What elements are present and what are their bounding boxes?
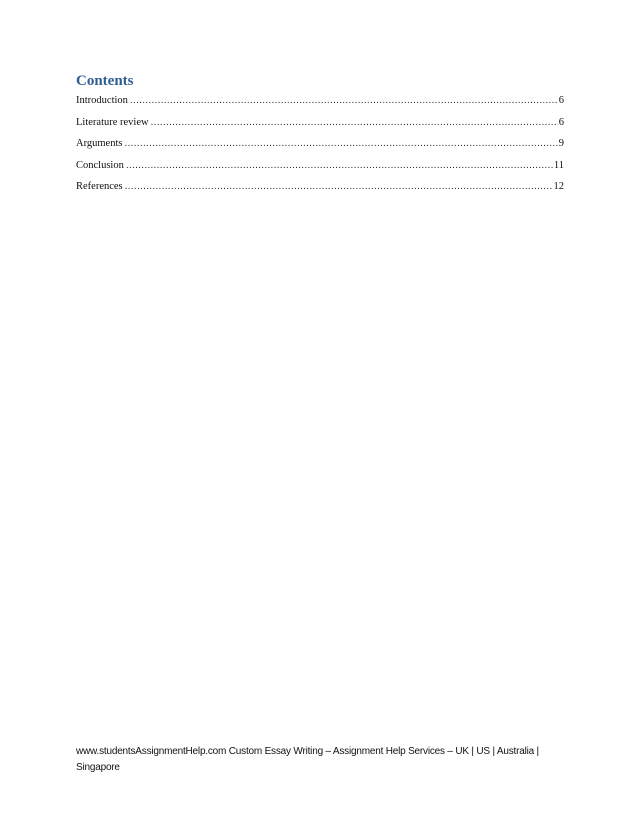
toc-dot-leader bbox=[151, 116, 558, 130]
toc-entry-title: Literature review bbox=[76, 116, 149, 128]
page-footer: www.studentsAssignmentHelp.com Custom Essay Writing – Assignment Help Services – UK | US | Australia | Singapore bbox=[76, 746, 539, 773]
toc-dot-leader bbox=[124, 137, 557, 151]
toc-entry-arguments[interactable] bbox=[76, 137, 564, 159]
toc-entry-page: 6 bbox=[558, 95, 564, 106]
toc-heading: Contents bbox=[76, 73, 134, 89]
toc-entry-conclusion[interactable] bbox=[76, 159, 564, 181]
toc-entry-page: 6 bbox=[558, 116, 564, 128]
toc-entry-introduction[interactable] bbox=[76, 94, 564, 116]
toc-dot-leader bbox=[130, 94, 558, 108]
toc-entry-references[interactable] bbox=[76, 180, 564, 202]
toc-entry-title: Arguments bbox=[76, 138, 123, 149]
toc-dot-leader bbox=[126, 159, 553, 173]
table-of-contents bbox=[76, 94, 564, 202]
toc-entry-title: References bbox=[76, 181, 123, 192]
toc-entry-literature-review[interactable] bbox=[76, 116, 564, 138]
toc-entry-page: 12 bbox=[553, 181, 564, 192]
toc-entry-title: Introduction bbox=[76, 95, 128, 106]
toc-entry-page: 11 bbox=[553, 159, 564, 171]
toc-entry-page: 9 bbox=[558, 138, 564, 149]
toc-dot-leader bbox=[125, 180, 553, 194]
toc-entry-title: Conclusion bbox=[76, 159, 124, 171]
